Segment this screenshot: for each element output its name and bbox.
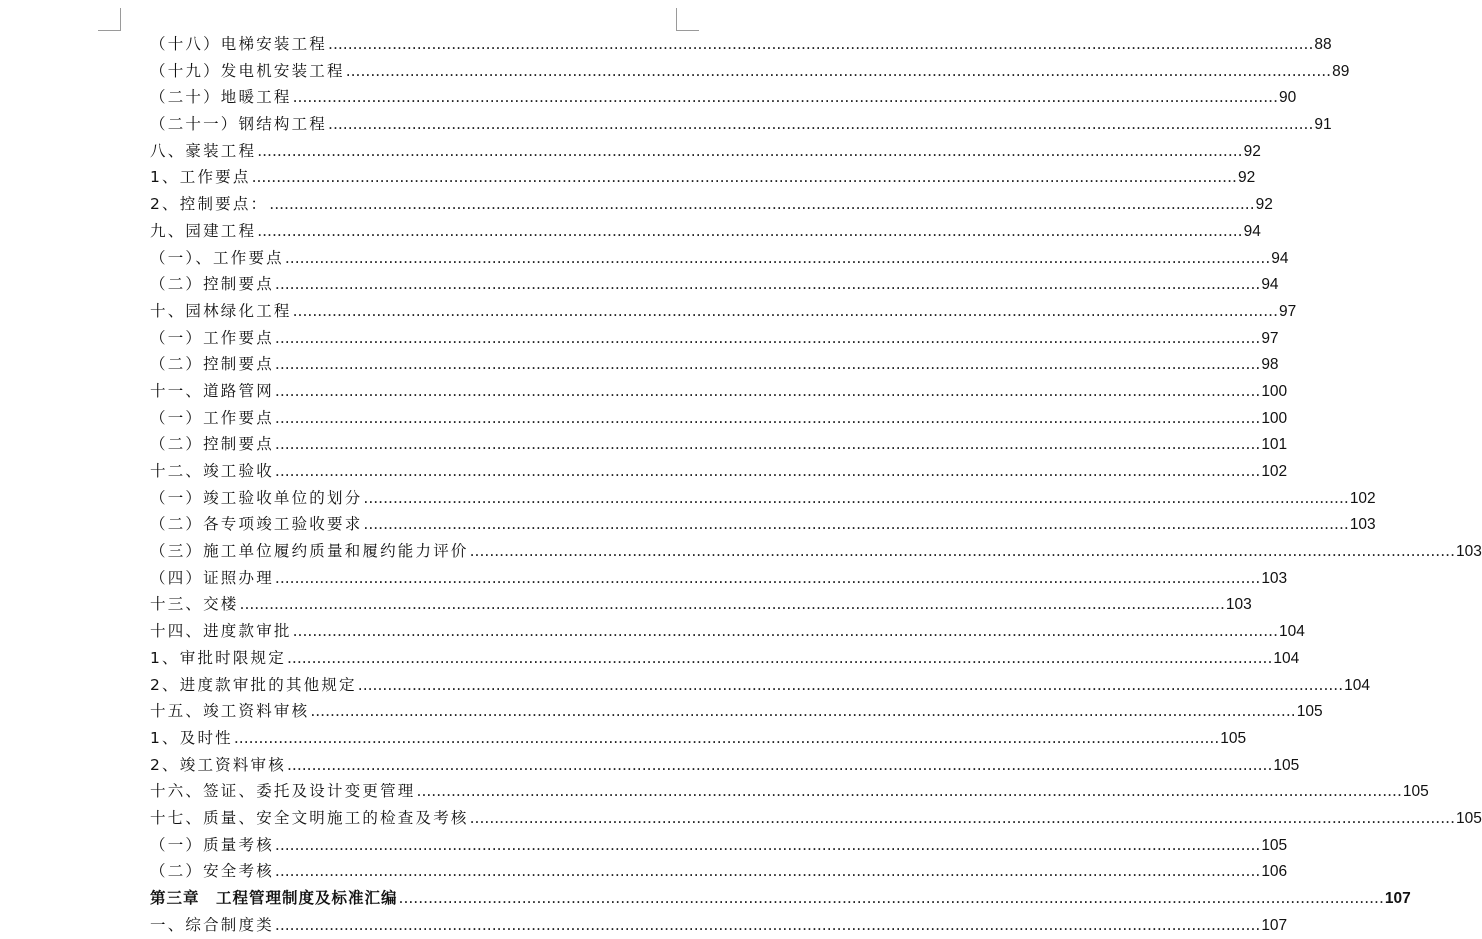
toc-leader-dots: ........................................................................................................................................................................................................ (274, 568, 1261, 587)
toc-entry-page: 105 (1402, 783, 1429, 801)
toc-entry-title: （二十一）钢结构工程 (150, 115, 328, 134)
toc-entry-title: （二）控制要点 (150, 355, 274, 374)
toc-entry-page: 104 (1279, 623, 1305, 641)
toc-entry[interactable] (150, 58, 1350, 85)
toc-entry[interactable] (150, 111, 1332, 138)
toc-entry-page: 97 (1261, 329, 1279, 347)
toc-entry-title: 九、园建工程 (150, 221, 257, 240)
toc-entry-title: （三）施工单位履约质量和履约能力评价 (150, 542, 469, 561)
toc-entry[interactable] (150, 405, 1288, 432)
toc-entry-page: 107 (1384, 890, 1411, 907)
toc-entry-page: 106 (1261, 863, 1288, 881)
toc-entry[interactable] (150, 752, 1300, 779)
toc-entry[interactable] (150, 672, 1371, 699)
toc-entry-page: 102 (1349, 489, 1376, 507)
toc-entry-title: （一）工作要点 (150, 328, 274, 347)
toc-leader-dots: ........................................................................................................................................................................................................ (292, 301, 1279, 320)
toc-entry-title: 十七、质量、安全文明施工的检查及考核 (150, 808, 469, 827)
toc-entry[interactable] (150, 725, 1247, 752)
toc-entry-title: 2、进度款审批的其他规定 (150, 675, 357, 694)
toc-entry-title: 第三章 工程管理制度及标准汇编 (150, 889, 398, 907)
toc-entry[interactable] (150, 832, 1288, 859)
toc-leader-dots: ........................................................................................................................................................................................................ (398, 889, 1384, 907)
toc-leader-dots: ........................................................................................................................................................................................................ (363, 488, 1349, 507)
toc-leader-dots: ........................................................................................................................................................................................................ (274, 835, 1261, 854)
page-corner-mark-right (676, 8, 699, 31)
toc-entry-page: 94 (1243, 222, 1261, 240)
toc-entry-page: 103 (1349, 516, 1376, 534)
toc-entry[interactable] (150, 325, 1279, 352)
toc-entry-title: 2、竣工资料审核 (150, 755, 286, 774)
toc-leader-dots: ........................................................................................................................................................................................................ (274, 275, 1261, 294)
toc-entry-title: （二）安全考核 (150, 862, 274, 881)
toc-entry[interactable] (150, 778, 1429, 805)
toc-entry[interactable] (150, 351, 1279, 378)
toc-entry-page: 88 (1314, 36, 1332, 53)
toc-leader-dots: ........................................................................................................................................................................................................ (286, 755, 1273, 774)
toc-leader-dots: ........................................................................................................................................................................................................ (469, 542, 1456, 561)
toc-leader-dots: ........................................................................................................................................................................................................ (357, 675, 1344, 694)
toc-entry[interactable] (150, 538, 1482, 565)
toc-leader-dots: ........................................................................................................................................................................................................ (269, 195, 1255, 214)
toc-leader-dots: ........................................................................................................................................................................................................ (416, 782, 1402, 801)
toc-entry[interactable] (150, 511, 1376, 538)
toc-entry-title: 八、豪装工程 (150, 141, 257, 160)
toc-chapter-entry[interactable] (150, 885, 1411, 912)
toc-entry[interactable] (150, 84, 1297, 111)
toc-entry-page: 105 (1273, 756, 1300, 774)
toc-entry-page: 103 (1261, 569, 1288, 587)
toc-leader-dots: ........................................................................................................................................................................................................ (310, 702, 1296, 721)
toc-entry[interactable] (150, 645, 1300, 672)
toc-leader-dots: ........................................................................................................................................................................................................ (239, 595, 1225, 614)
toc-entry-page: 103 (1225, 596, 1252, 614)
toc-entry-title: （一）、工作要点 (150, 248, 284, 267)
toc-entry[interactable] (150, 218, 1261, 245)
toc-leader-dots: ........................................................................................................................................................................................................ (274, 435, 1261, 454)
toc-entry-title: 十、园林绿化工程 (150, 301, 292, 320)
toc-entry-title: 十一、道路管网 (150, 381, 274, 400)
toc-entry-page: 100 (1261, 409, 1288, 427)
toc-leader-dots: ........................................................................................................................................................................................................ (469, 808, 1456, 827)
toc-entry[interactable] (150, 191, 1273, 218)
toc-leader-dots: ........................................................................................................................................................................................................ (328, 35, 1314, 53)
toc-leader-dots: ........................................................................................................................................................................................................ (274, 328, 1261, 347)
toc-entry[interactable] (150, 138, 1261, 165)
toc-entry-title: （十八）电梯安装工程 (150, 35, 328, 53)
toc-leader-dots: ........................................................................................................................................................................................................ (345, 61, 1332, 80)
toc-entry[interactable] (150, 458, 1288, 485)
toc-leader-dots: ........................................................................................................................................................................................................ (274, 381, 1261, 400)
toc-leader-dots: ........................................................................................................................................................................................................ (251, 168, 1237, 187)
toc-entry-page: 105 (1261, 836, 1288, 854)
toc-entry-title: （二十）地暖工程 (150, 88, 292, 107)
toc-entry[interactable] (150, 164, 1256, 191)
toc-entry-title: （二）控制要点 (150, 275, 274, 294)
toc-entry-page: 105 (1296, 703, 1323, 721)
toc-leader-dots: ........................................................................................................................................................................................................ (292, 622, 1279, 641)
toc-entry-page: 94 (1271, 249, 1289, 267)
toc-entry-page: 90 (1279, 89, 1297, 107)
toc-entry-page: 92 (1243, 142, 1261, 160)
toc-entry-page: 105 (1220, 729, 1247, 747)
toc-entry-page: 104 (1344, 676, 1371, 694)
toc-leader-dots: ........................................................................................................................................................................................................ (257, 221, 1243, 240)
toc-leader-dots: ........................................................................................................................................................................................................ (286, 648, 1273, 667)
toc-entry-title: （一）竣工验收单位的划分 (150, 488, 363, 507)
toc-entry[interactable] (150, 271, 1279, 298)
toc-entry-page: 107 (1261, 916, 1288, 934)
toc-entry-page: 89 (1332, 62, 1350, 80)
toc-leader-dots: ........................................................................................................................................................................................................ (284, 248, 1271, 267)
toc-leader-dots: ........................................................................................................................................................................................................ (274, 915, 1261, 934)
toc-entry-title: 1、工作要点 (150, 168, 251, 187)
toc-entry[interactable] (150, 245, 1289, 272)
toc-entry-page: 103 (1456, 543, 1482, 561)
toc-entry[interactable] (150, 912, 1288, 939)
toc-entry-title: 1、审批时限规定 (150, 648, 286, 667)
toc-entry-page: 97 (1279, 302, 1297, 320)
toc-entry[interactable] (150, 485, 1376, 512)
toc-entry[interactable] (150, 31, 1332, 58)
toc-leader-dots: ........................................................................................................................................................................................................ (257, 141, 1243, 160)
toc-leader-dots: ........................................................................................................................................................................................................ (274, 462, 1261, 480)
toc-entry-title: （一）工作要点 (150, 408, 274, 427)
toc-leader-dots: ........................................................................................................................................................................................................ (274, 862, 1261, 881)
toc-entry-page: 98 (1261, 356, 1279, 374)
toc-entry[interactable] (150, 591, 1252, 618)
toc-entry-page: 102 (1261, 463, 1288, 480)
toc-entry-page: 92 (1255, 196, 1273, 214)
toc-leader-dots: ........................................................................................................................................................................................................ (274, 355, 1261, 374)
toc-entry-page: 94 (1261, 276, 1279, 294)
toc-entry[interactable] (150, 858, 1288, 885)
page-corner-mark-left (98, 8, 121, 31)
toc-leader-dots: ........................................................................................................................................................................................................ (274, 408, 1261, 427)
toc-entry-title: （一）质量考核 (150, 835, 274, 854)
toc-entry-page: 105 (1456, 809, 1482, 827)
toc-entry[interactable] (150, 378, 1288, 405)
toc-entry[interactable] (150, 618, 1305, 645)
toc-entry-page: 101 (1261, 436, 1288, 454)
toc-leader-dots: ........................................................................................................................................................................................................ (328, 115, 1314, 134)
toc-entry-title: （四）证照办理 (150, 568, 274, 587)
toc-leader-dots: ........................................................................................................................................................................................................ (363, 515, 1349, 534)
toc-entry[interactable] (150, 698, 1323, 725)
toc-entry-page: 92 (1237, 169, 1256, 187)
toc-entry-title: 十五、竣工资料审核 (150, 702, 310, 721)
toc-entry[interactable] (150, 565, 1288, 592)
toc-entry-page: 100 (1261, 382, 1288, 400)
toc-leader-dots: ........................................................................................................................................................................................................ (292, 88, 1279, 107)
toc-entry[interactable] (150, 431, 1288, 458)
toc-entry-title: （十九）发电机安装工程 (150, 61, 345, 80)
toc-entry-title: 十三、交楼 (150, 595, 239, 614)
toc-entry-title: （二）控制要点 (150, 435, 274, 454)
toc-entry-title: 一、综合制度类 (150, 915, 274, 934)
toc-entry-page: 91 (1314, 116, 1332, 134)
toc-entry[interactable] (150, 805, 1482, 832)
toc-entry-title: 十四、进度款审批 (150, 622, 292, 641)
toc-entry-title: 十二、竣工验收 (150, 462, 274, 480)
toc-entry-page: 104 (1273, 649, 1300, 667)
toc-entry-title: 十六、签证、委托及设计变更管理 (150, 782, 416, 801)
toc-leader-dots: ........................................................................................................................................................................................................ (233, 728, 1220, 747)
toc-entry-title: （二）各专项竣工验收要求 (150, 515, 363, 534)
table-of-contents (150, 31, 1482, 938)
toc-entry-title: 1、及时性 (150, 728, 233, 747)
toc-entry[interactable] (150, 298, 1297, 325)
toc-entry-title: 2、控制要点： (150, 195, 269, 214)
